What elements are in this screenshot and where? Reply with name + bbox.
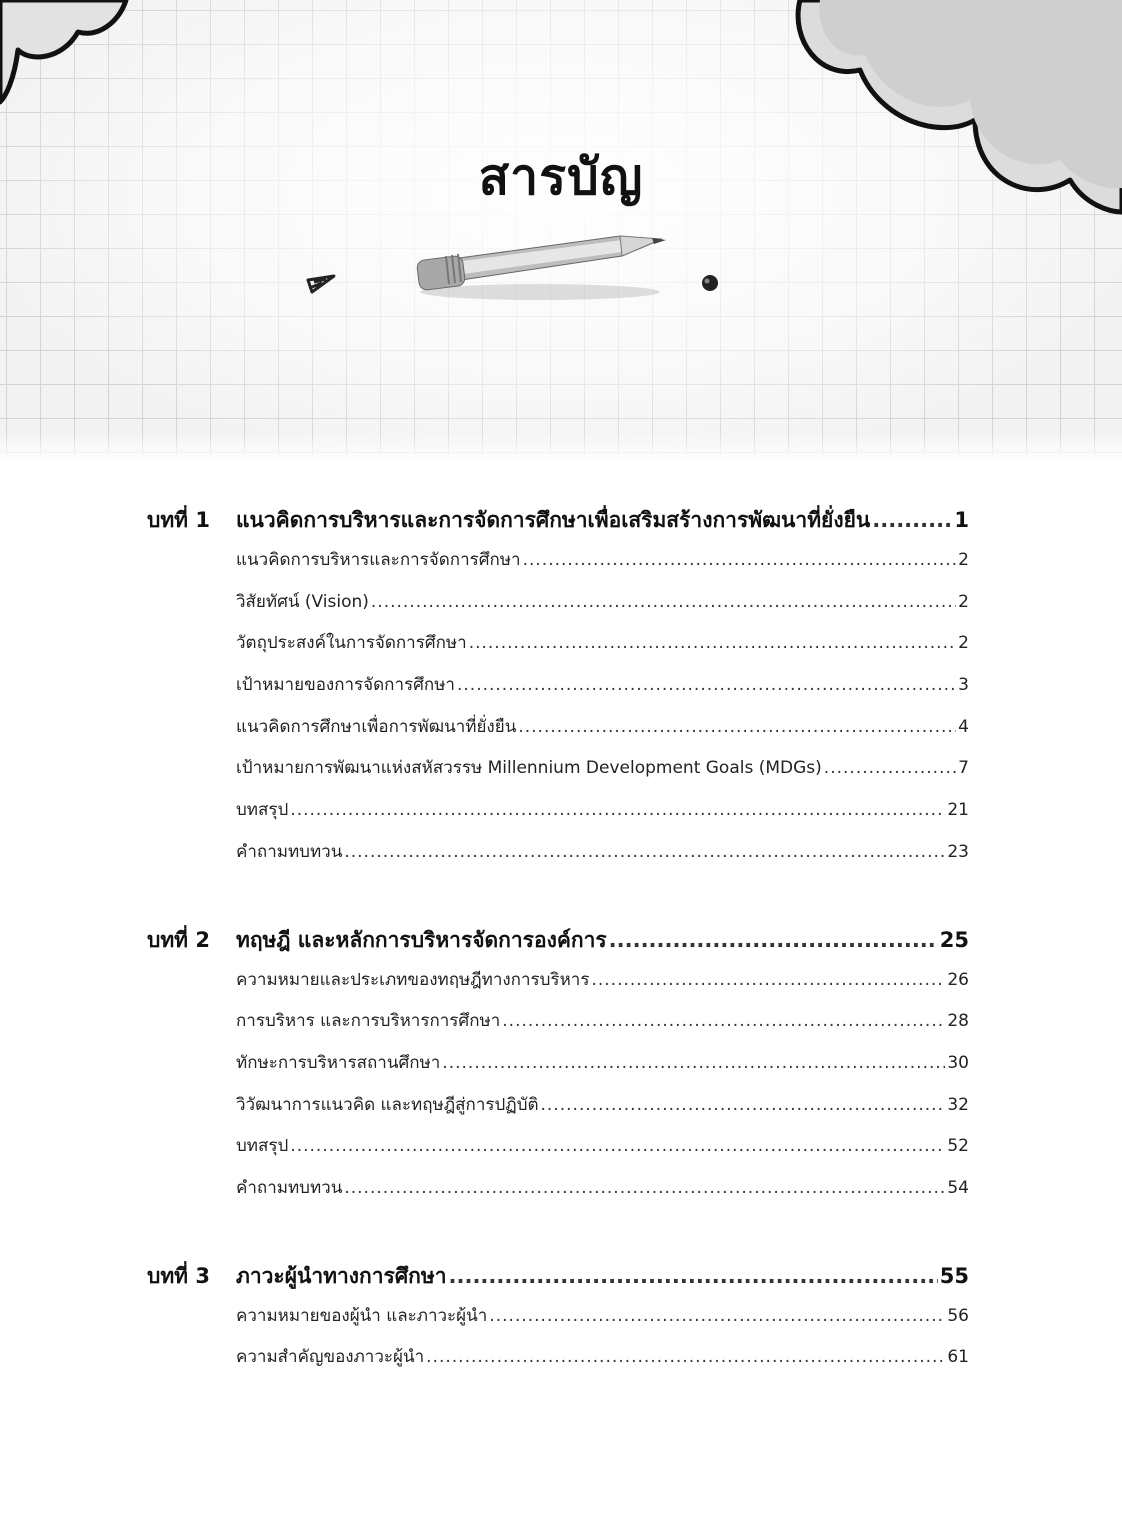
dot-leader bbox=[442, 1043, 945, 1085]
dot-leader bbox=[591, 960, 945, 1002]
scribble-icon bbox=[308, 276, 334, 292]
header-banner bbox=[0, 0, 1122, 462]
pencil-icon bbox=[416, 236, 666, 300]
chapter-3 bbox=[147, 1256, 969, 1379]
toc-entry[interactable] bbox=[147, 832, 969, 874]
page-number: 4 bbox=[958, 716, 969, 737]
chapter-2 bbox=[147, 920, 969, 1210]
toc-entry[interactable] bbox=[147, 707, 969, 749]
entry-title: การบริหาร และการบริหารการศึกษา bbox=[236, 1011, 501, 1032]
entry-title: แนวคิดการศึกษาเพื่อการพัฒนาที่ยั่งยืน bbox=[236, 716, 517, 737]
page-number: 23 bbox=[947, 841, 969, 862]
page-number: 1 bbox=[954, 508, 969, 532]
table-of-contents bbox=[147, 500, 969, 1425]
dot-leader bbox=[518, 707, 956, 749]
toc-entry[interactable] bbox=[147, 540, 969, 582]
page-number: 2 bbox=[958, 633, 969, 654]
dot-leader bbox=[457, 665, 956, 707]
dot-leader bbox=[609, 920, 938, 960]
entry-title: แนวคิดการบริหารและการจัดการศึกษา bbox=[236, 550, 521, 570]
page-number: 26 bbox=[947, 969, 969, 990]
page-number: 3 bbox=[958, 675, 969, 696]
page-number: 2 bbox=[958, 591, 969, 612]
page-number: 61 bbox=[947, 1347, 969, 1368]
page-number: 25 bbox=[939, 927, 969, 952]
entry-title: บทสรุป bbox=[236, 800, 289, 821]
toc-entry[interactable] bbox=[147, 623, 969, 665]
page-number: 56 bbox=[947, 1305, 969, 1326]
banner-decoration bbox=[0, 0, 1122, 462]
dot-leader bbox=[523, 540, 957, 582]
cloud-left-icon bbox=[0, 0, 126, 102]
dot-leader bbox=[371, 582, 956, 624]
chapter-heading[interactable] bbox=[147, 1256, 969, 1296]
entry-title: วิวัฒนาการแนวคิด และทฤษฎีสู่การปฏิบัติ bbox=[236, 1094, 539, 1115]
page-title: สารบัญ bbox=[478, 148, 644, 206]
toc-entry[interactable] bbox=[147, 1043, 969, 1085]
dot-leader bbox=[541, 1085, 946, 1127]
page-number: 55 bbox=[939, 1263, 969, 1288]
toc-entry[interactable] bbox=[147, 960, 969, 1002]
entry-title: ความสำคัญของภาวะผู้นำ bbox=[236, 1347, 425, 1368]
chapter-1 bbox=[147, 500, 969, 874]
toc-entry[interactable] bbox=[147, 1168, 969, 1210]
dot-leader bbox=[872, 500, 952, 540]
entry-title: ทักษะการบริหารสถานศึกษา bbox=[236, 1052, 441, 1073]
entry-title: ความหมายและประเภทของทฤษฎีทางการบริหาร bbox=[236, 969, 590, 990]
page-number: 28 bbox=[947, 1011, 969, 1032]
entry-title: บทสรุป bbox=[236, 1136, 289, 1157]
dot-leader bbox=[290, 1126, 945, 1168]
chapter-number: บทที่ 2 bbox=[147, 927, 210, 952]
chapter-title: แนวคิดการบริหารและการจัดการศึกษาเพื่อเสริมสร้างการพัฒนาที่ยั่งยืน bbox=[236, 508, 871, 532]
dot-leader bbox=[290, 790, 945, 832]
page-number: 2 bbox=[958, 550, 969, 570]
chapter-number: บทที่ 3 bbox=[147, 1263, 210, 1288]
toc-entry[interactable] bbox=[147, 748, 969, 790]
chapter-title: ภาวะผู้นำทางการศึกษา bbox=[236, 1263, 447, 1288]
dot-leader bbox=[344, 1168, 945, 1210]
page-number: 54 bbox=[947, 1177, 969, 1198]
dot-leader bbox=[502, 1001, 945, 1043]
toc-entry[interactable] bbox=[147, 1126, 969, 1168]
entry-title: วัตถุประสงค์ในการจัดการศึกษา bbox=[236, 633, 467, 654]
chapter-heading[interactable] bbox=[147, 920, 969, 960]
toc-entry[interactable] bbox=[147, 1001, 969, 1043]
dot-leader bbox=[449, 1256, 938, 1296]
dot-leader bbox=[824, 748, 956, 790]
toc-entry[interactable] bbox=[147, 1085, 969, 1127]
toc-entry[interactable] bbox=[147, 1337, 969, 1379]
dot-leader bbox=[469, 623, 956, 665]
dot-leader bbox=[426, 1337, 945, 1379]
entry-title: เป้าหมายของการจัดการศึกษา bbox=[236, 675, 455, 696]
chapter-heading[interactable] bbox=[147, 500, 969, 540]
page-number: 7 bbox=[958, 758, 969, 779]
entry-title: ความหมายของผู้นำ และภาวะผู้นำ bbox=[236, 1305, 488, 1326]
page-number: 32 bbox=[947, 1094, 969, 1115]
page-number: 21 bbox=[947, 800, 969, 821]
toc-entry[interactable] bbox=[147, 582, 969, 624]
page-number: 30 bbox=[947, 1052, 969, 1073]
chapter-title: ทฤษฎี และหลักการบริหารจัดการองค์การ bbox=[236, 927, 607, 952]
entry-title: คำถามทบทวน bbox=[236, 1177, 343, 1198]
header-fade bbox=[0, 432, 1122, 462]
entry-title: คำถามทบทวน bbox=[236, 841, 343, 862]
page-number: 52 bbox=[947, 1136, 969, 1157]
toc-entry[interactable] bbox=[147, 1296, 969, 1338]
dot-icon bbox=[702, 275, 718, 291]
entry-title: วิสัยทัศน์ (Vision) bbox=[236, 591, 369, 612]
entry-title: เป้าหมายการพัฒนาแห่งสหัสวรรษ Millennium Development Goals (MDGs) bbox=[236, 758, 822, 779]
chapter-number: บทที่ 1 bbox=[147, 508, 210, 532]
toc-entry[interactable] bbox=[147, 665, 969, 707]
toc-entry[interactable] bbox=[147, 790, 969, 832]
dot-leader bbox=[344, 832, 945, 874]
dot-leader bbox=[489, 1296, 945, 1338]
